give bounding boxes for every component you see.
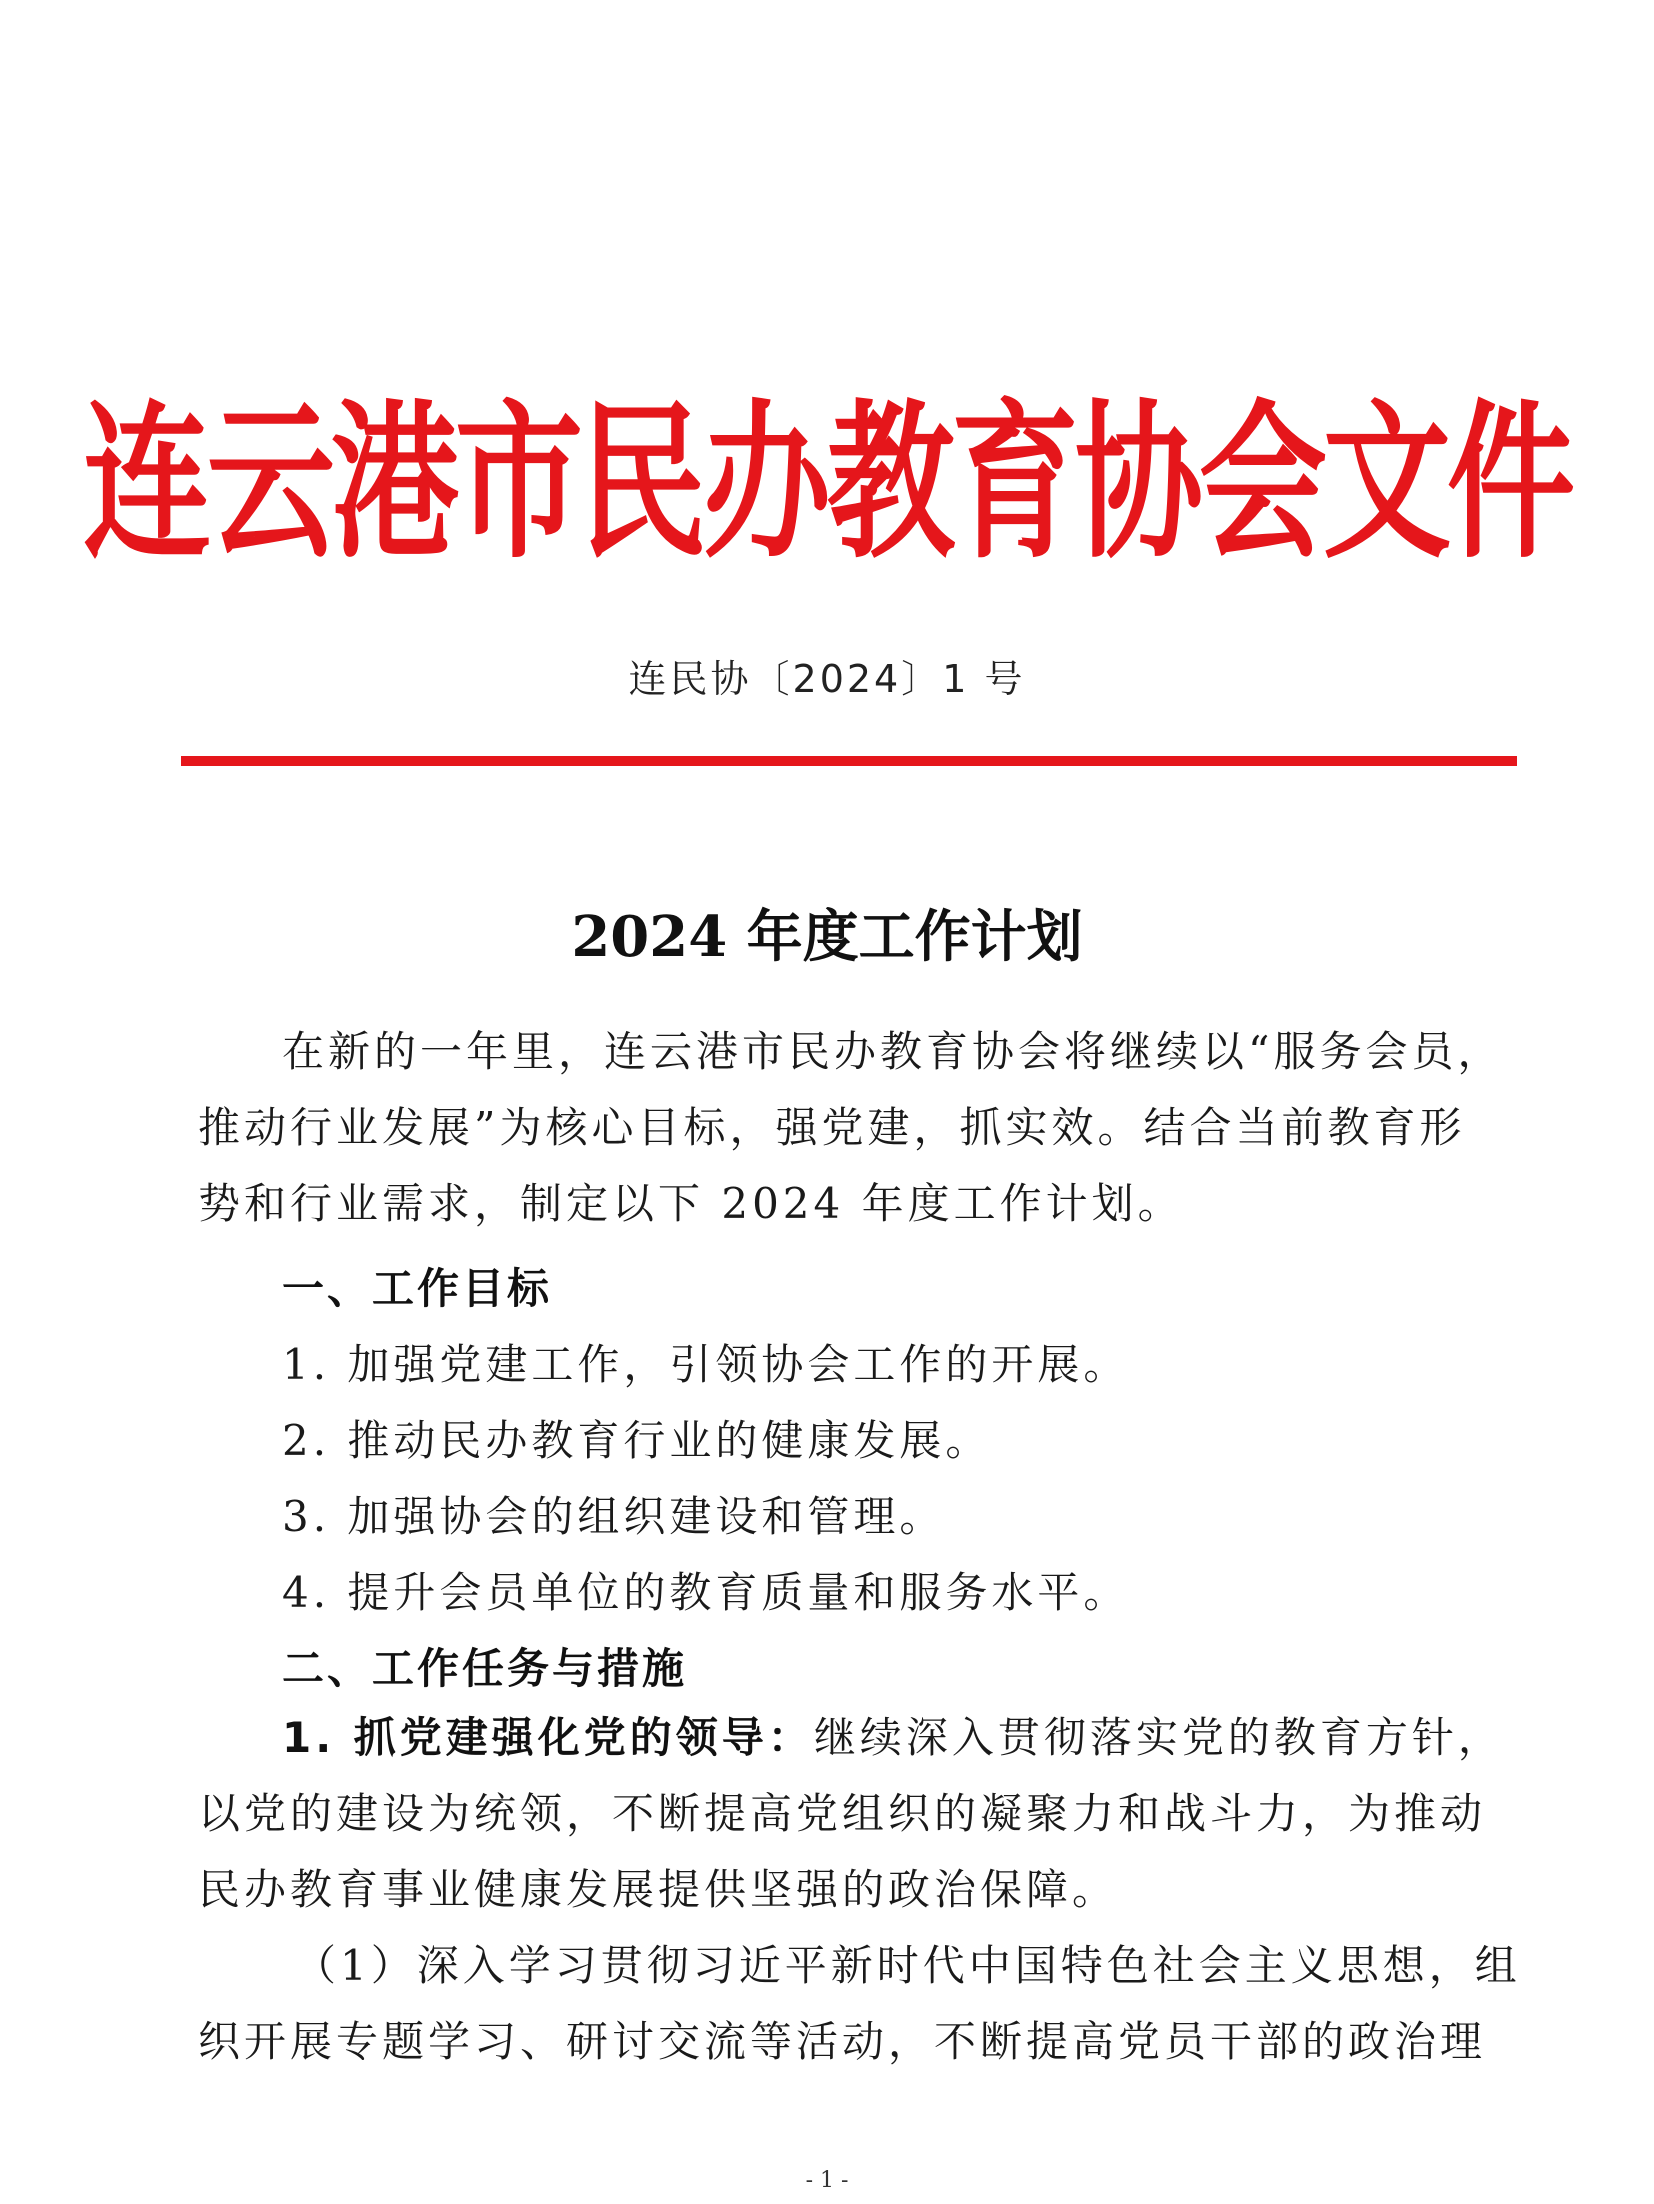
goal-item: 4. 提升会员单位的教育质量和服务水平。 bbox=[282, 1568, 1130, 1617]
page-number: - 1 - bbox=[805, 2168, 849, 2193]
intro-line: 势和行业需求，制定以下 2024 年度工作计划。 bbox=[198, 1179, 1184, 1228]
task-text: 继续深入贯彻落实党的教育方针， bbox=[813, 1713, 1504, 1762]
task-line: 民办教育事业健康发展提供坚强的政治保障。 bbox=[198, 1865, 1119, 1914]
task-line: 以党的建设为统领，不断提高党组织的凝聚力和战斗力，为推动 bbox=[198, 1789, 1487, 1838]
document-title: 2024 年度工作计划 bbox=[571, 904, 1083, 970]
masthead-title: 连云港市民办教育协会文件 bbox=[82, 385, 1571, 583]
goal-item: 3. 加强协会的组织建设和管理。 bbox=[282, 1492, 946, 1541]
task-line bbox=[198, 1700, 1504, 1776]
document-number: 连民协〔2024〕1 号 bbox=[628, 657, 1026, 701]
section-heading-goals: 一、工作目标 bbox=[282, 1264, 553, 1313]
subtask-line: （1）深入学习贯彻习近平新时代中国特色社会主义思想，组 bbox=[294, 1941, 1521, 1990]
subtask-paragraph bbox=[198, 1928, 1521, 2080]
goal-item: 1. 加强党建工作，引领协会工作的开展。 bbox=[282, 1340, 1130, 1389]
task-label: 1. 抓党建强化党的领导： bbox=[282, 1713, 814, 1762]
section-heading-tasks: 二、工作任务与措施 bbox=[282, 1644, 688, 1693]
subtask-line: 织开展专题学习、研讨交流等活动，不断提高党员干部的政治理 bbox=[198, 2017, 1487, 2066]
intro-line: 推动行业发展”为核心目标，强党建，抓实效。结合当前教育形 bbox=[198, 1103, 1466, 1152]
goal-item: 2. 推动民办教育行业的健康发展。 bbox=[282, 1416, 992, 1465]
red-divider-line bbox=[181, 756, 1517, 766]
intro-paragraph bbox=[198, 1014, 1504, 1242]
intro-line: 在新的一年里，连云港市民办教育协会将继续以“服务会员， bbox=[282, 1027, 1504, 1076]
task-paragraph bbox=[198, 1700, 1504, 1928]
